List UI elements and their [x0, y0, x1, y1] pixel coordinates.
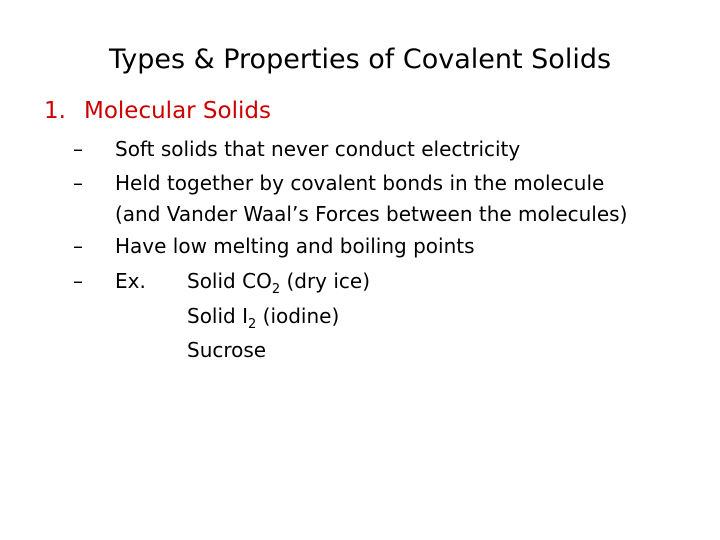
slide-title: Types & Properties of Covalent Solids — [108, 44, 612, 75]
example-item — [187, 264, 370, 302]
example-text: (dry ice) — [280, 269, 371, 293]
bullet-dash: – — [73, 269, 83, 293]
bullet-item: Soft solids that never conduct electricity — [115, 137, 521, 161]
example-text: Solid CO — [187, 269, 272, 293]
example-text: (iodine) — [256, 304, 340, 328]
section-label: Molecular Solids — [84, 98, 271, 124]
subscript: 2 — [271, 282, 281, 297]
bullet-item: Held together by covalent bonds in the molecule — [115, 171, 605, 195]
bullet-item-continuation: (and Vander Waal’s Forces between the molecules) — [115, 202, 628, 226]
bullet-dash: – — [73, 137, 83, 161]
example-text: Solid I — [187, 304, 248, 328]
subscript: 2 — [248, 317, 257, 332]
example-prefix: Ex. — [115, 269, 146, 293]
section-number: 1. — [44, 98, 66, 124]
example-item — [187, 333, 266, 367]
bullet-dash: – — [73, 234, 83, 258]
bullet-dash: – — [73, 171, 83, 195]
bullet-item: Have low melting and boiling points — [115, 234, 475, 258]
section-heading — [44, 93, 271, 129]
example-item — [187, 299, 339, 337]
example-text: Sucrose — [187, 338, 267, 362]
